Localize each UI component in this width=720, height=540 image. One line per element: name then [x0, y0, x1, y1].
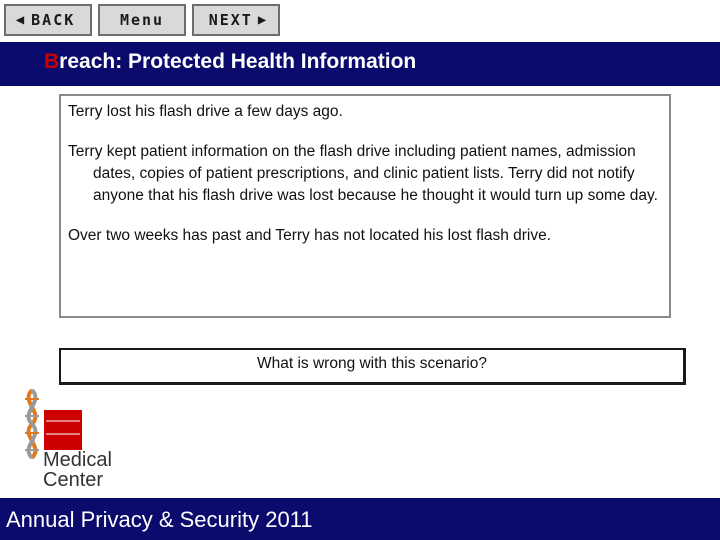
scenario-box — [59, 94, 671, 318]
scenario-paragraph-1: Terry lost his flash drive a few days ago. — [68, 103, 343, 120]
title-bar — [0, 42, 720, 86]
title-rest: reach: Protected Health Information — [59, 50, 417, 73]
logo-text-medical: Medical — [43, 449, 112, 471]
menu-button[interactable] — [98, 4, 186, 36]
question-box — [59, 348, 686, 385]
dna-helix-icon — [25, 390, 39, 458]
logo-text-center: Center — [43, 469, 104, 491]
next-button[interactable] — [192, 4, 280, 36]
scenario-paragraph-2: Terry kept patient information on the flash drive including patient names, admission dates, copies of patient prescriptions, and clinic patient lists. Terry did not notify anyone that his flash drive was lost because he thought it would turn up some day. — [68, 143, 658, 204]
footer-text: Annual Privacy & Security 2011 — [6, 507, 313, 532]
page-title — [44, 50, 416, 74]
back-button[interactable] — [4, 4, 92, 36]
back-button-label: BACK — [31, 11, 76, 29]
left-triangle-icon: ◀ — [15, 12, 27, 28]
menu-button-label: Menu — [119, 11, 165, 29]
title-first-letter: B — [44, 50, 60, 73]
footer-bar — [0, 498, 720, 540]
question-text: What is wrong with this scenario? — [256, 355, 487, 372]
scenario-paragraph-3: Over two weeks has past and Terry has not located his lost flash drive. — [68, 227, 552, 244]
right-triangle-icon: ▶ — [257, 12, 269, 28]
next-button-label: NEXT — [208, 11, 253, 29]
osu-seal — [44, 410, 82, 450]
